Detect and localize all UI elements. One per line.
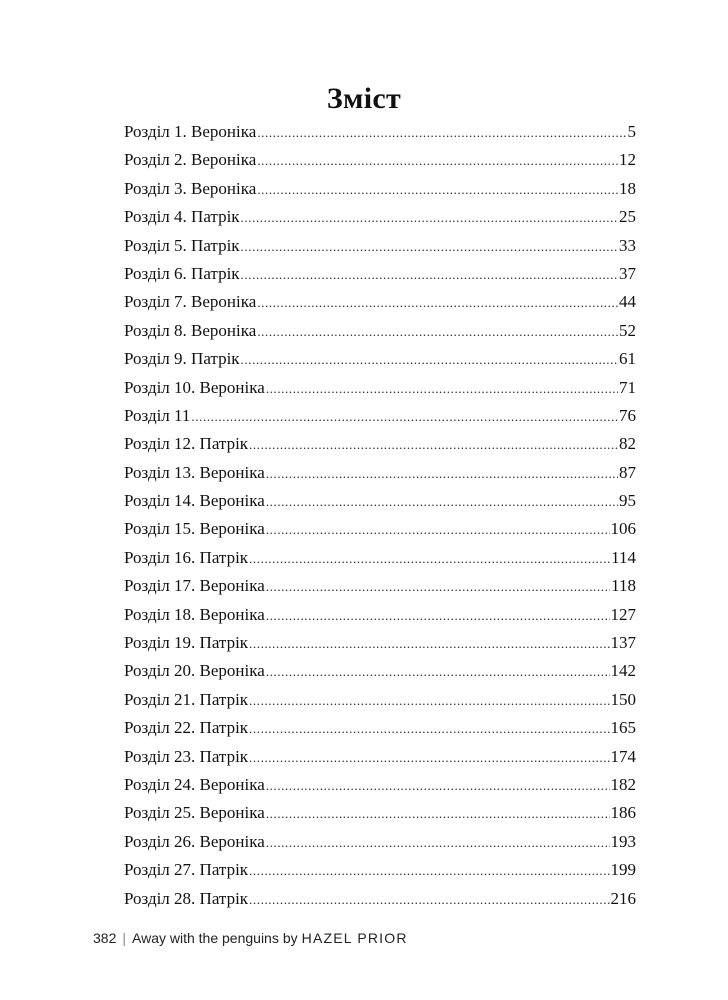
toc-leader-dots bbox=[249, 857, 609, 885]
toc-leader-dots bbox=[249, 886, 609, 914]
toc-entry-label: Розділ 24. Вероніка bbox=[124, 774, 265, 794]
toc-entry-page: 137 bbox=[610, 633, 636, 653]
toc-leader-dots bbox=[257, 119, 626, 147]
toc-entry-page: 118 bbox=[611, 576, 636, 596]
page-title: Зміст bbox=[326, 82, 402, 116]
toc-entry bbox=[124, 799, 636, 827]
footer-book-title: Away with the penguins bbox=[132, 930, 279, 946]
toc-leader-dots bbox=[266, 800, 610, 828]
toc-entry-label: Розділ 6. Патрік bbox=[124, 263, 240, 283]
toc-entry bbox=[124, 487, 636, 515]
toc-entry bbox=[124, 260, 636, 288]
toc-entry-page: 150 bbox=[610, 689, 636, 709]
toc-leader-dots bbox=[266, 772, 610, 800]
toc-entry-label: Розділ 10. Вероніка bbox=[124, 377, 265, 397]
toc-entry bbox=[124, 657, 636, 685]
toc-entry bbox=[124, 430, 636, 458]
toc-entry-label: Розділ 7. Вероніка bbox=[124, 292, 257, 312]
toc-entry-page: 165 bbox=[610, 718, 636, 738]
toc-entry-page: 182 bbox=[610, 774, 636, 794]
toc-entry bbox=[124, 771, 636, 799]
toc-entry-label: Розділ 11 bbox=[124, 405, 191, 425]
toc-entry bbox=[124, 686, 636, 714]
toc-leader-dots bbox=[257, 289, 618, 317]
toc-entry bbox=[124, 402, 636, 430]
page-footer bbox=[93, 930, 408, 946]
toc-entry-label: Розділ 1. Вероніка bbox=[124, 122, 257, 141]
toc-entry-label: Розділ 18. Вероніка bbox=[124, 604, 265, 624]
toc-entry-label: Розділ 14. Вероніка bbox=[124, 491, 265, 511]
toc-leader-dots bbox=[249, 744, 609, 772]
toc-entry-label: Розділ 23. Патрік bbox=[124, 746, 249, 766]
toc-entry-label: Розділ 22. Патрік bbox=[124, 718, 249, 738]
toc-entry bbox=[124, 288, 636, 316]
toc-entry bbox=[124, 544, 636, 572]
footer-author: HAZEL PRIOR bbox=[301, 930, 408, 946]
toc-entry bbox=[124, 743, 636, 771]
toc-entry-page: 186 bbox=[610, 803, 636, 823]
toc-entry-page: 44 bbox=[619, 292, 636, 312]
toc-entry-page: 95 bbox=[619, 491, 636, 511]
toc-entry bbox=[124, 374, 636, 402]
toc-entry-page: 5 bbox=[627, 122, 636, 141]
toc-entry bbox=[124, 572, 636, 600]
toc-entry bbox=[124, 175, 636, 203]
toc-entry-page: 82 bbox=[619, 434, 636, 454]
toc-entry-page: 18 bbox=[619, 178, 636, 198]
toc-entry bbox=[124, 118, 636, 146]
toc-entry-page: 76 bbox=[619, 405, 636, 425]
toc-entry bbox=[124, 146, 636, 174]
toc-entry bbox=[124, 317, 636, 345]
toc-entry-page: 33 bbox=[619, 235, 636, 255]
toc-entry-label: Розділ 8. Вероніка bbox=[124, 320, 257, 340]
toc-entry bbox=[124, 885, 636, 913]
toc-entry-page: 52 bbox=[619, 320, 636, 340]
toc-entry-label: Розділ 4. Патрік bbox=[124, 207, 240, 227]
toc-leader-dots bbox=[241, 261, 618, 289]
toc-leader-dots bbox=[249, 630, 609, 658]
toc-entry bbox=[124, 459, 636, 487]
toc-leader-dots bbox=[266, 573, 610, 601]
toc-leader-dots bbox=[249, 545, 610, 573]
toc-leader-dots bbox=[241, 346, 618, 374]
toc-entry-page: 87 bbox=[619, 462, 636, 482]
table-of-contents bbox=[124, 118, 636, 913]
toc-entry-label: Розділ 2. Вероніка bbox=[124, 150, 257, 170]
toc-leader-dots bbox=[266, 602, 610, 630]
toc-leader-dots bbox=[191, 403, 618, 431]
toc-entry bbox=[124, 629, 636, 657]
toc-leader-dots bbox=[266, 460, 618, 488]
toc-entry-label: Розділ 20. Вероніка bbox=[124, 661, 265, 681]
toc-entry bbox=[124, 601, 636, 629]
footer-separator: | bbox=[122, 930, 126, 946]
toc-entry-label: Розділ 15. Вероніка bbox=[124, 519, 265, 539]
toc-entry-label: Розділ 12. Патрік bbox=[124, 434, 249, 454]
toc-entry bbox=[124, 856, 636, 884]
toc-entry-page: 199 bbox=[610, 860, 636, 880]
toc-entry-label: Розділ 21. Патрік bbox=[124, 689, 249, 709]
toc-leader-dots bbox=[241, 233, 618, 261]
toc-entry bbox=[124, 714, 636, 742]
toc-entry-page: 174 bbox=[610, 746, 636, 766]
toc-entry bbox=[124, 828, 636, 856]
toc-entry-label: Розділ 9. Патрік bbox=[124, 349, 240, 369]
toc-entry bbox=[124, 232, 636, 260]
toc-leader-dots bbox=[249, 715, 609, 743]
toc-entry-page: 127 bbox=[610, 604, 636, 624]
toc-leader-dots bbox=[266, 488, 618, 516]
toc-leader-dots bbox=[266, 516, 610, 544]
toc-leader-dots bbox=[257, 176, 618, 204]
footer-page-number: 382 bbox=[93, 930, 117, 946]
toc-entry-page: 25 bbox=[619, 207, 636, 227]
toc-entry-label: Розділ 13. Вероніка bbox=[124, 462, 265, 482]
toc-entry-page: 142 bbox=[610, 661, 636, 681]
toc-entry-page: 114 bbox=[611, 547, 636, 567]
toc-entry-label: Розділ 26. Вероніка bbox=[124, 831, 265, 851]
toc-entry-page: 37 bbox=[619, 263, 636, 283]
toc-leader-dots bbox=[257, 318, 618, 346]
toc-leader-dots bbox=[241, 204, 618, 232]
toc-leader-dots bbox=[266, 375, 618, 403]
toc-entry-page: 61 bbox=[619, 349, 636, 369]
toc-entry-label: Розділ 27. Патрік bbox=[124, 860, 249, 880]
footer-by: by bbox=[282, 930, 298, 946]
toc-entry-page: 216 bbox=[610, 888, 636, 908]
toc-entry bbox=[124, 345, 636, 373]
toc-entry-page: 12 bbox=[619, 150, 636, 170]
toc-leader-dots bbox=[266, 829, 610, 857]
toc-entry-label: Розділ 5. Патрік bbox=[124, 235, 240, 255]
toc-entry-page: 193 bbox=[610, 831, 636, 851]
toc-entry-label: Розділ 19. Патрік bbox=[124, 633, 249, 653]
toc-leader-dots bbox=[249, 687, 609, 715]
toc-entry-label: Розділ 28. Патрік bbox=[124, 888, 249, 908]
toc-leader-dots bbox=[266, 658, 610, 686]
toc-leader-dots bbox=[249, 431, 618, 459]
toc-entry-label: Розділ 17. Вероніка bbox=[124, 576, 265, 596]
toc-entry bbox=[124, 203, 636, 231]
toc-leader-dots bbox=[257, 147, 618, 175]
toc-entry-label: Розділ 25. Вероніка bbox=[124, 803, 265, 823]
toc-entry-page: 106 bbox=[610, 519, 636, 539]
toc-entry-label: Розділ 16. Патрік bbox=[124, 547, 249, 567]
toc-entry-label: Розділ 3. Вероніка bbox=[124, 178, 257, 198]
toc-entry-page: 71 bbox=[619, 377, 636, 397]
toc-entry bbox=[124, 515, 636, 543]
